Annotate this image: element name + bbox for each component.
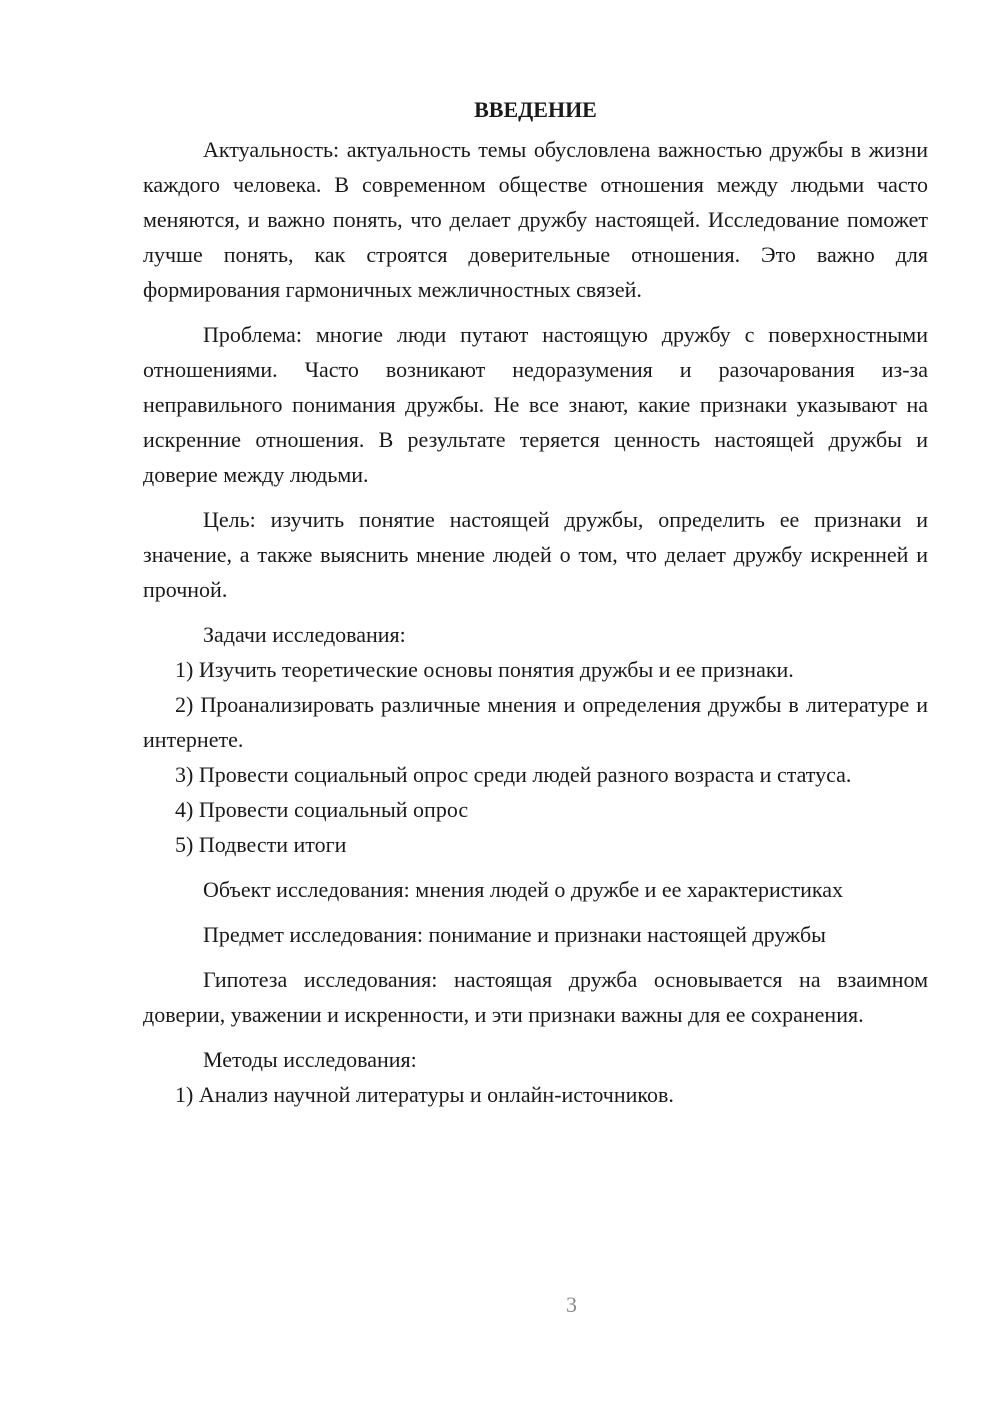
- task-item-2: 2) Проанализировать различные мнения и определения дружбы в литературе и интернете.: [143, 692, 928, 752]
- goal-paragraph: Цель: изучить понятие настоящей дружбы, определить ее признаки и значение, а также выяснить мнение людей о том, что делает дружбу искренней и прочной.: [143, 507, 928, 602]
- page-number: 3: [566, 1292, 577, 1317]
- task-item-4: 4) Провести социальный опрос: [175, 797, 469, 822]
- tasks-heading: Задачи исследования:: [203, 622, 406, 647]
- section-title: ВВЕДЕНИЕ: [474, 97, 597, 122]
- task-item-5: 5) Подвести итоги: [175, 832, 347, 857]
- method-item-1: 1) Анализ научной литературы и онлайн-источников.: [175, 1082, 674, 1107]
- hypothesis-paragraph: Гипотеза исследования: настоящая дружба основывается на взаимном доверии, уважении и искренности, и эти признаки важны для ее сохранения.: [143, 967, 928, 1027]
- problem-paragraph: Проблема: многие люди путают настоящую дружбу с поверхностными отношениями. Часто возникают недоразумения и разочарования из-за неправильного понимания дружбы. Не все знают, какие признаки указывают на искренние отношения. В результате теряется ценность настоящей дружбы и доверие между людьми.: [143, 322, 928, 487]
- relevance-paragraph: Актуальность: актуальность темы обусловлена важностью дружбы в жизни каждого человека. В современном обществе отношения между людьми часто меняются, и важно понять, что делает дружбу настоящей. Исследование поможет лучше понять, как строятся доверительные отношения. Это важно для формирования гармоничных межличностных связей.: [143, 137, 928, 302]
- methods-heading: Методы исследования:: [203, 1047, 417, 1072]
- subject-paragraph: Предмет исследования: понимание и признаки настоящей дружбы: [203, 922, 826, 947]
- object-paragraph: Объект исследования: мнения людей о дружбе и ее характеристиках: [203, 877, 843, 902]
- page-content: [143, 92, 928, 1112]
- task-item-3: 3) Провести социальный опрос среди людей разного возраста и статуса.: [175, 762, 852, 787]
- task-item-1: 1) Изучить теоретические основы понятия дружбы и ее признаки.: [175, 657, 794, 682]
